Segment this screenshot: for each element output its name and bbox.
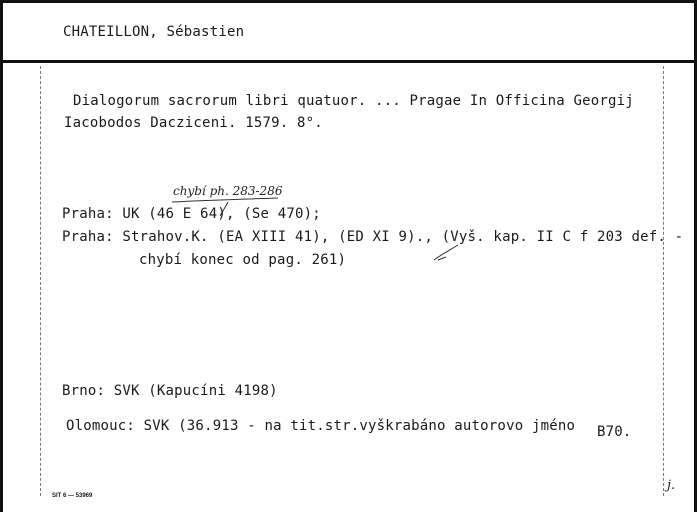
header-rule [0, 60, 697, 63]
card-left-border [0, 0, 3, 512]
holding-olomouc: Olomouc: SVK (36.913 - na tit.str.vyškrabáno autorovo jméno [66, 418, 576, 434]
corner-mark: j. [667, 478, 676, 493]
print-code: SIT 6 — 53969 [52, 493, 93, 499]
handwritten-check-mark [432, 244, 462, 262]
left-margin-line [40, 66, 41, 496]
right-margin-line [663, 66, 664, 496]
author-heading: CHATEILLON, Sébastien [63, 24, 245, 40]
holding-praha-strahov: Praha: Strahov.K. (EA XIII 41), (ED XI 9)., (Vyš. kap. II C f 203 def. - [62, 229, 684, 245]
holding-olomouc-suffix: B70. [597, 424, 632, 440]
holding-brno: Brno: SVK (Kapucíni 4198) [62, 383, 278, 399]
holding-praha-uk: Praha: UK (46 E 64), (Se 470); [62, 206, 321, 222]
handwritten-annotation: chybí ph. 283-286 [173, 184, 283, 198]
title-line-2: Iacobodos Dacziceni. 1579. 8°. [64, 115, 323, 131]
holding-praha-continuation: chybí konec od pag. 261) [139, 252, 347, 268]
title-line-1: Dialogorum sacrorum libri quatuor. ... Pragae In Officina Georgij [73, 93, 634, 109]
card-top-border [0, 0, 697, 3]
